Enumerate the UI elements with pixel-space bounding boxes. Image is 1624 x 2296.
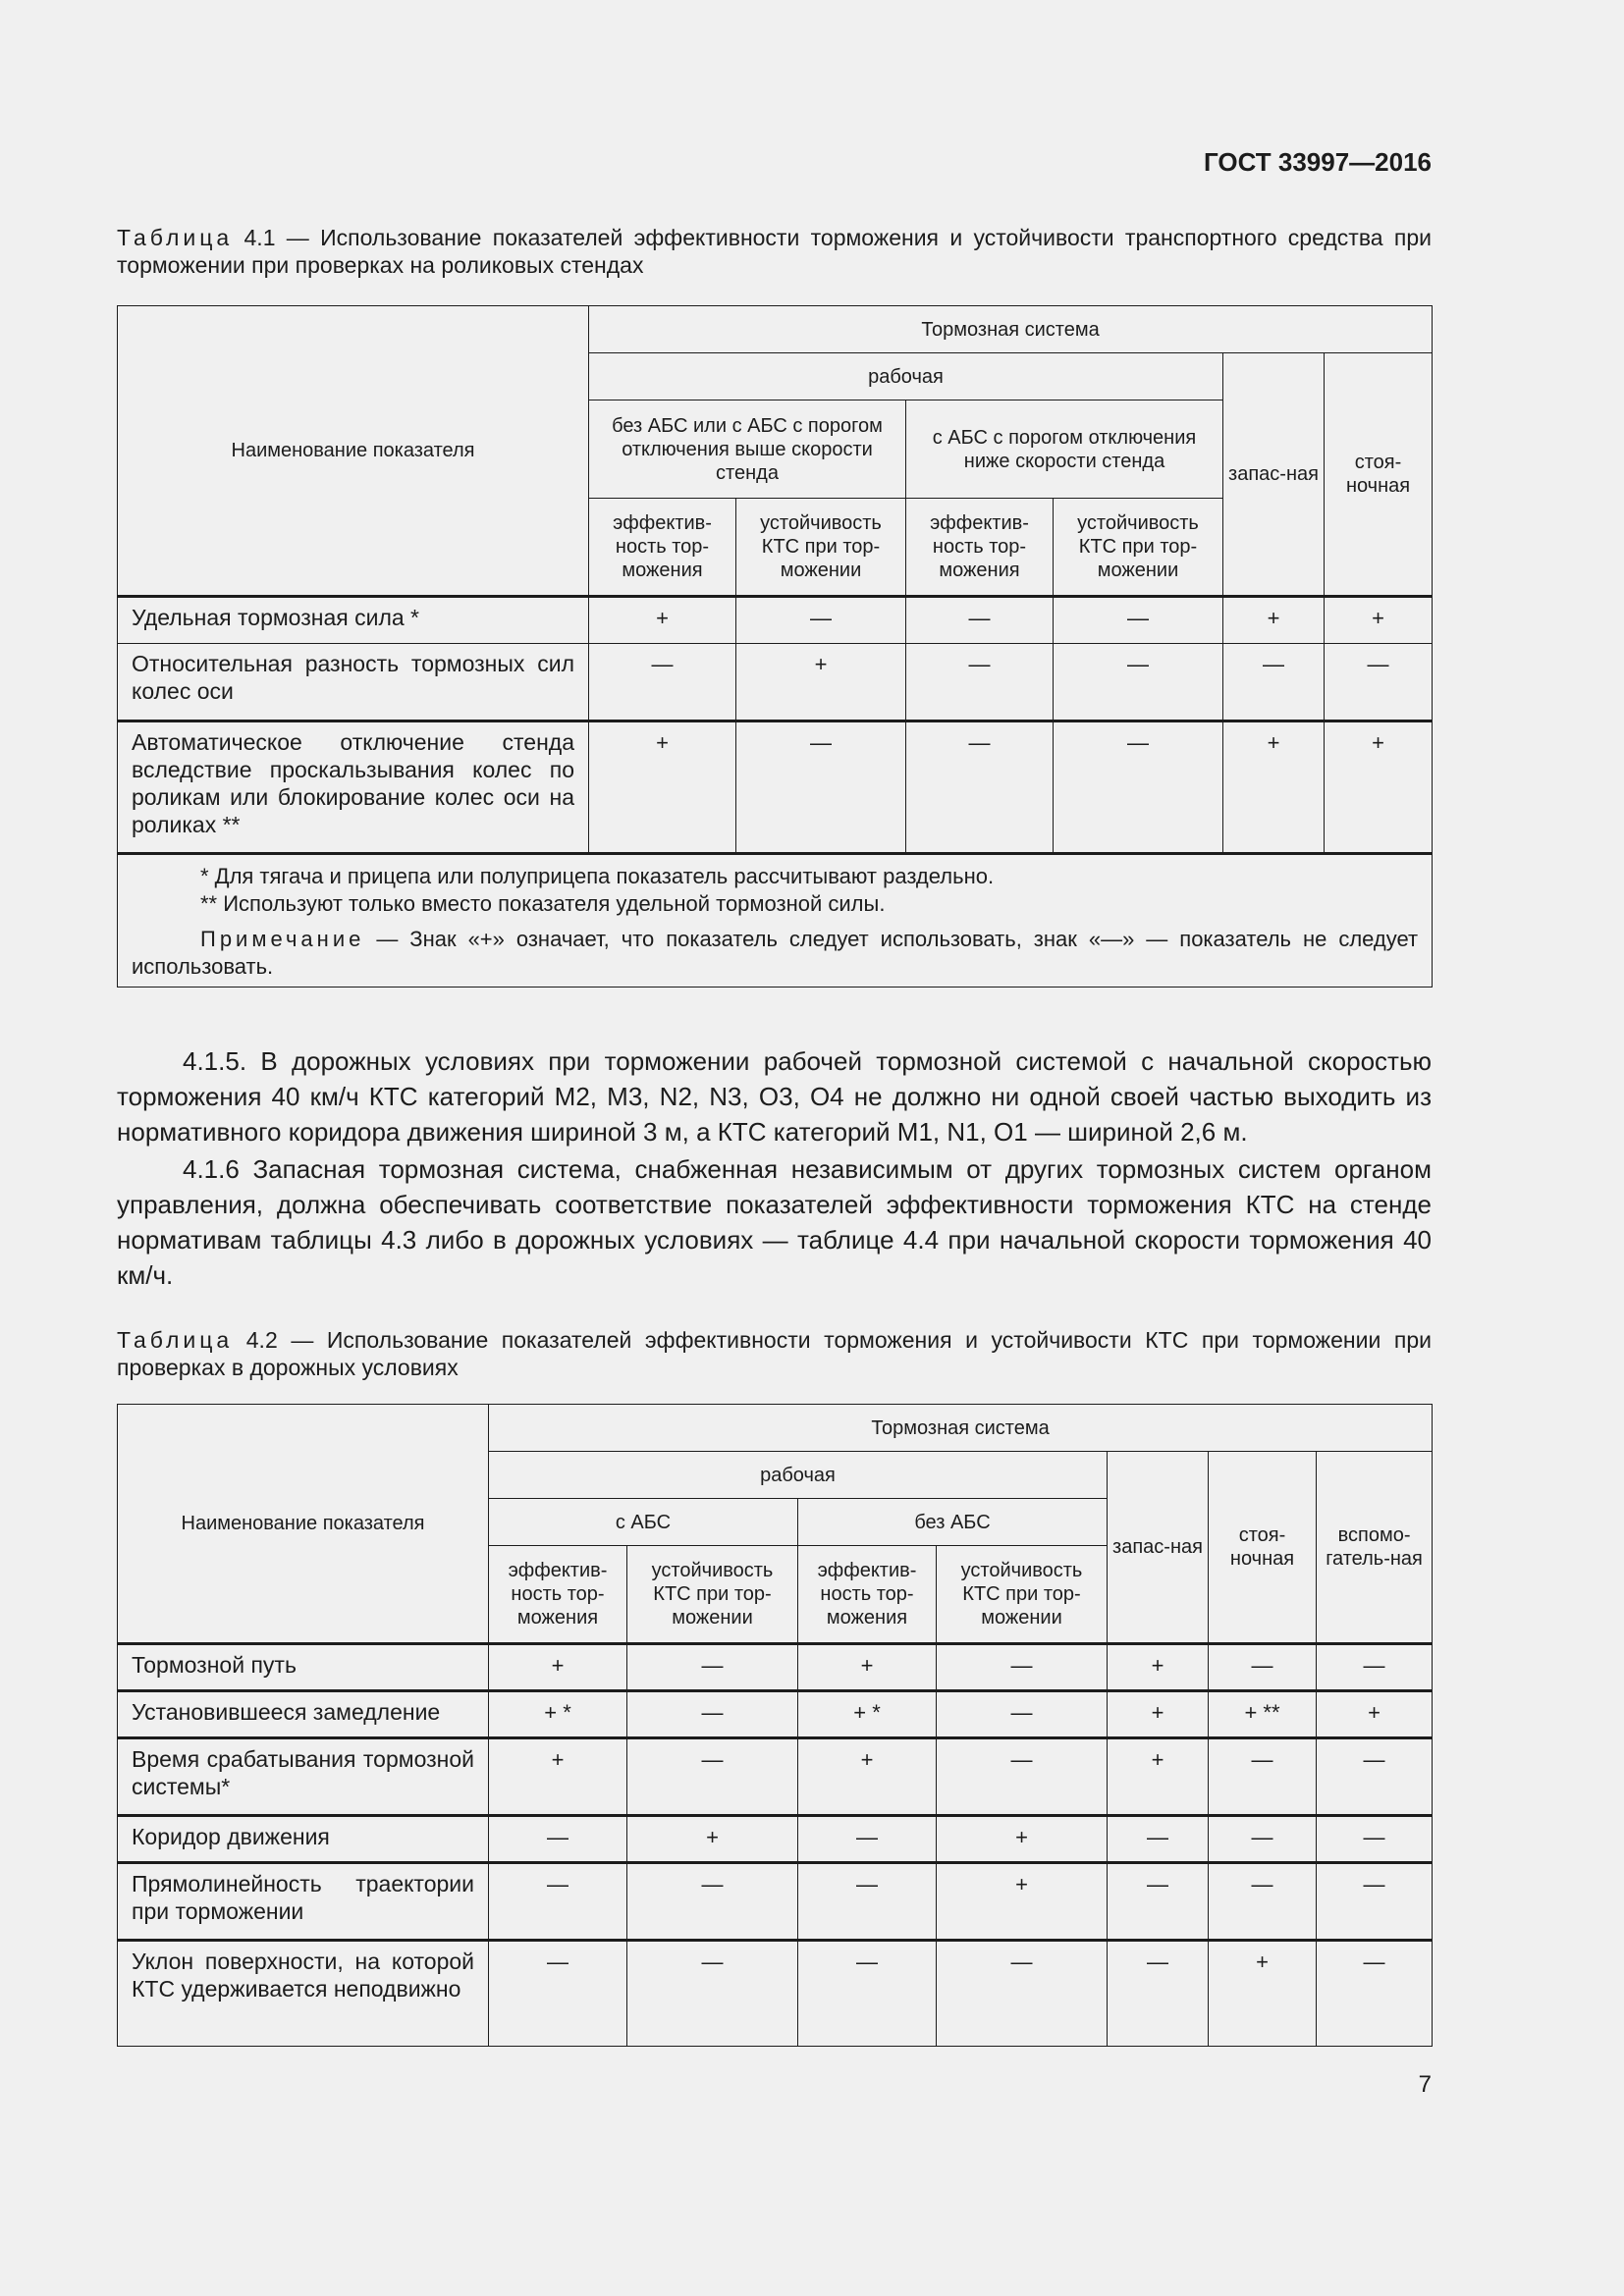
t1-header-system: Тормозная система xyxy=(589,306,1433,353)
t2-header-eff-1: эффектив-ность тор-можения xyxy=(489,1546,627,1644)
cell: — xyxy=(489,1863,627,1941)
cell: — xyxy=(906,721,1054,854)
cell: — xyxy=(1317,1816,1433,1863)
cell: — xyxy=(489,1941,627,2047)
table-row xyxy=(118,1644,1433,1691)
cell: — xyxy=(1054,721,1223,854)
table2-caption-word: Таблица xyxy=(117,1327,234,1353)
cell: + xyxy=(937,1863,1108,1941)
cell: — xyxy=(906,644,1054,721)
table-row xyxy=(118,1691,1433,1738)
t1-header-spare: запас-ная xyxy=(1223,353,1325,597)
row-name: Относительная разность тормозных сил колес оси xyxy=(118,644,589,721)
cell: + xyxy=(489,1738,627,1816)
row-name: Автоматическое отключение стенда вследствие проскальзывания колес по роликам или блокирование колес оси на роликах ** xyxy=(118,721,589,854)
cell: + xyxy=(1108,1738,1209,1816)
t2-header-spare: запас-ная xyxy=(1108,1452,1209,1644)
row-name: Установившееся замедление xyxy=(118,1691,489,1738)
cell: + xyxy=(1317,1691,1433,1738)
note-text: — Знак «+» означает, что показатель следует использовать, знак «—» — показатель не следует использовать. xyxy=(132,927,1419,979)
cell: + xyxy=(1325,597,1433,644)
cell: + * xyxy=(798,1691,937,1738)
cell: — xyxy=(736,597,906,644)
cell: + xyxy=(1325,721,1433,854)
t2-header-parking: стоя-ночная xyxy=(1209,1452,1317,1644)
cell: — xyxy=(937,1644,1108,1691)
cell: — xyxy=(798,1863,937,1941)
row-name: Коридор движения xyxy=(118,1816,489,1863)
t2-header-eff-2: эффектив-ность тор-можения xyxy=(798,1546,937,1644)
table1-caption xyxy=(117,224,1432,279)
cell: — xyxy=(1317,1941,1433,2047)
cell: — xyxy=(1325,644,1433,721)
cell: — xyxy=(937,1941,1108,2047)
table1-caption-word: Таблица xyxy=(117,225,234,250)
cell: — xyxy=(1317,1738,1433,1816)
table2-caption-text: 4.2 — Использование показателей эффективности торможения и устойчивости КТС при торможении при проверках в дорожных условиях xyxy=(117,1327,1433,1380)
cell: — xyxy=(1209,1644,1317,1691)
cell: — xyxy=(1317,1644,1433,1691)
cell: — xyxy=(627,1738,798,1816)
cell: + ** xyxy=(1209,1691,1317,1738)
t2-header-name: Наименование показателя xyxy=(118,1405,489,1644)
cell: + xyxy=(1209,1941,1317,2047)
cell: — xyxy=(489,1816,627,1863)
t2-header-aux: вспомо-гатель-ная xyxy=(1317,1452,1433,1644)
cell: + xyxy=(1223,597,1325,644)
footnote-2: ** Используют только вместо показателя удельной тормозной силы. xyxy=(200,891,886,916)
cell: — xyxy=(627,1941,798,2047)
t2-header-stab-2: устойчивость КТС при тор-можении xyxy=(937,1546,1108,1644)
cell: — xyxy=(1209,1738,1317,1816)
cell: — xyxy=(1317,1863,1433,1941)
cell: — xyxy=(736,721,906,854)
cell: + xyxy=(798,1738,937,1816)
t1-header-group2: с АБС с порогом отключения ниже скорости стенда xyxy=(906,400,1223,499)
cell: + xyxy=(736,644,906,721)
cell: + xyxy=(589,721,736,854)
cell: + xyxy=(1108,1691,1209,1738)
cell: — xyxy=(1054,644,1223,721)
table-row xyxy=(118,1738,1433,1816)
note xyxy=(132,926,1418,981)
row-name: Прямолинейность траектории при торможении xyxy=(118,1863,489,1941)
table-row xyxy=(118,644,1433,721)
page-number: 7 xyxy=(1418,2071,1432,2098)
t1-header-name: Наименование показателя xyxy=(118,306,589,597)
table-row xyxy=(118,1863,1433,1941)
t2-header-abs: с АБС xyxy=(489,1499,798,1546)
cell: — xyxy=(589,644,736,721)
cell: — xyxy=(937,1691,1108,1738)
row-name: Уклон поверхности, на которой КТС удерживается неподвижно xyxy=(118,1941,489,2047)
cell: — xyxy=(798,1816,937,1863)
cell: + xyxy=(937,1816,1108,1863)
t2-header-working: рабочая xyxy=(489,1452,1108,1499)
cell: — xyxy=(1108,1941,1209,2047)
t1-header-eff-2: эффектив-ность тор-можения xyxy=(906,499,1054,597)
document-code: ГОСТ 33997—2016 xyxy=(1204,147,1432,177)
cell: — xyxy=(627,1863,798,1941)
table1-notes xyxy=(118,854,1433,988)
table-row xyxy=(118,721,1433,854)
t1-header-parking: стоя-ночная xyxy=(1325,353,1433,597)
table2-caption xyxy=(117,1326,1432,1381)
cell: — xyxy=(1209,1863,1317,1941)
cell: + * xyxy=(489,1691,627,1738)
t1-header-working: рабочая xyxy=(589,353,1223,400)
cell: — xyxy=(1209,1816,1317,1863)
table-row xyxy=(118,597,1433,644)
note-label: Примечание xyxy=(200,927,365,951)
cell: — xyxy=(1223,644,1325,721)
cell: — xyxy=(627,1691,798,1738)
row-name: Удельная тормозная сила * xyxy=(118,597,589,644)
cell: + xyxy=(1108,1644,1209,1691)
t2-header-stab-1: устойчивость КТС при тор-можении xyxy=(627,1546,798,1644)
cell: — xyxy=(1054,597,1223,644)
row-name: Тормозной путь xyxy=(118,1644,489,1691)
cell: + xyxy=(627,1816,798,1863)
t1-header-stab-2: устойчивость КТС при тор-можении xyxy=(1054,499,1223,597)
table2 xyxy=(117,1404,1433,2047)
table1-caption-text: 4.1 — Использование показателей эффективности торможения и устойчивости транспортного средства при торможении при проверках на роликовых стендах xyxy=(117,225,1432,278)
cell: + xyxy=(589,597,736,644)
t1-header-group1: без АБС или с АБС с порогом отключения выше скорости стенда xyxy=(589,400,906,499)
t1-header-stab-1: устойчивость КТС при тор-можении xyxy=(736,499,906,597)
t2-header-system: Тормозная система xyxy=(489,1405,1433,1452)
cell: + xyxy=(1223,721,1325,854)
cell: + xyxy=(798,1644,937,1691)
table-row xyxy=(118,1816,1433,1863)
row-name: Время срабатывания тормозной системы* xyxy=(118,1738,489,1816)
cell: + xyxy=(489,1644,627,1691)
t2-header-noabs: без АБС xyxy=(798,1499,1108,1546)
cell: — xyxy=(906,597,1054,644)
cell: — xyxy=(798,1941,937,2047)
t1-header-eff-1: эффектив-ность тор-можения xyxy=(589,499,736,597)
cell: — xyxy=(1108,1863,1209,1941)
paragraph-4-1-5: 4.1.5. В дорожных условиях при торможении рабочей тормозной системой с начальной скоростью торможения 40 км/ч КТС категорий М2, М3, N2, N3, О3, О4 не должно ни одной своей частью выходить из нормативного коридора движения шириной 3 м, а КТС категорий М1, N1, О1 — шириной 2,6 м. xyxy=(117,1046,1432,1147)
cell: — xyxy=(627,1644,798,1691)
footnote-1: * Для тягача и прицепа или полуприцепа показатель рассчитывают раздельно. xyxy=(200,864,995,888)
table-row xyxy=(118,1941,1433,2047)
table1 xyxy=(117,305,1433,988)
cell: — xyxy=(937,1738,1108,1816)
cell: — xyxy=(1108,1816,1209,1863)
paragraph-4-1-6: 4.1.6 Запасная тормозная система, снабженная независимым от других тормозных систем органом управления, должна обеспечивать соответствие показателей эффективности торможения КТС на стенде нормативам таблицы 4.3 либо в дорожных условиях — таблице 4.4 при начальной скорости торможения 40 км/ч. xyxy=(117,1154,1432,1290)
